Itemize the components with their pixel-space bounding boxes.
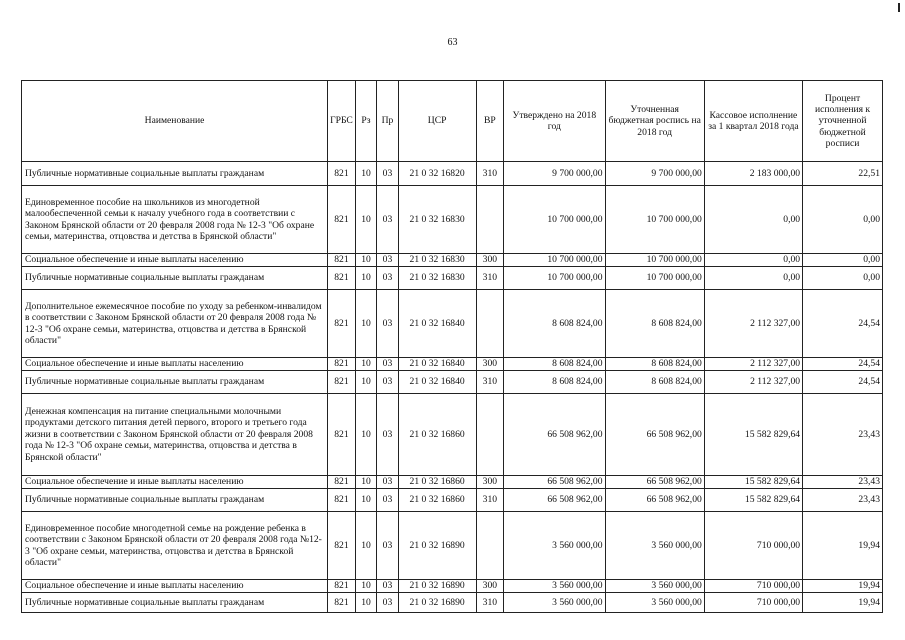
cell-pr: 03 [377, 290, 398, 358]
cell-name: Публичные нормативные социальные выплаты гражданам [22, 593, 328, 613]
cell-approved: 8 608 824,00 [504, 371, 605, 394]
cell-cash: 0,00 [704, 254, 802, 267]
cell-name: Единовременное пособие многодетной семье на рождение ребенка в соответствии с Законом Брянской области от 20 февраля 2008 года №12-3 "Об охране семьи, материнства, отцовства и детства в Брянской области" [22, 512, 328, 580]
cell-percent: 19,94 [803, 580, 883, 593]
cell-grbs: 821 [328, 371, 356, 394]
cell-pr: 03 [377, 512, 398, 580]
header-rz: Рз [355, 81, 376, 162]
cell-name: Единовременное пособие на школьников из многодетной малообеспеченной семьи к началу учебного года в соответствии с Законом Брянской области от 20 февраля 2008 года № 12-3 "Об охране семьи, материнства, отцовства и детства в Брянской области" [22, 186, 328, 254]
cell-refined: 3 560 000,00 [605, 593, 704, 613]
cell-name: Дополнительное ежемесячное пособие по уходу за ребенком-инвалидом в соответствии с Законом Брянской области от 20 февраля 2008 года № 12-3 "Об охране семьи, материнства, отцовства и детства в Брянской области" [22, 290, 328, 358]
cell-percent: 0,00 [803, 267, 883, 290]
cell-refined: 8 608 824,00 [605, 371, 704, 394]
cell-grbs: 821 [328, 186, 356, 254]
cell-pr: 03 [377, 394, 398, 476]
table-row [22, 489, 883, 512]
cell-rz: 10 [355, 580, 376, 593]
table-row [22, 267, 883, 290]
cell-percent: 0,00 [803, 254, 883, 267]
cell-name: Социальное обеспечение и иные выплаты населению [22, 476, 328, 489]
cell-rz: 10 [355, 476, 376, 489]
cell-name: Публичные нормативные социальные выплаты гражданам [22, 162, 328, 186]
cell-cash: 15 582 829,64 [704, 394, 802, 476]
cell-approved: 66 508 962,00 [504, 476, 605, 489]
cell-grbs: 821 [328, 593, 356, 613]
cell-csr: 21 0 32 16840 [398, 358, 476, 371]
cell-approved: 66 508 962,00 [504, 394, 605, 476]
cell-percent: 23,43 [803, 489, 883, 512]
cell-vr: 300 [476, 254, 504, 267]
cell-refined: 10 700 000,00 [605, 186, 704, 254]
table-row [22, 254, 883, 267]
cell-csr: 21 0 32 16860 [398, 394, 476, 476]
cell-rz: 10 [355, 267, 376, 290]
cell-vr: 300 [476, 580, 504, 593]
header-percent: Процент исполнения к уточненной бюджетной росписи [803, 81, 883, 162]
cell-rz: 10 [355, 593, 376, 613]
cell-grbs: 821 [328, 290, 356, 358]
cell-cash: 710 000,00 [704, 593, 802, 613]
cell-name: Денежная компенсация на питание специальными молочными продуктами детского питания детей первого, второго и третьего года жизни в соответствии с Законом Брянской области от 20 февраля 2008 года № 12-3 "Об охране семьи, материнства, отцовства и детства в Брянской области" [22, 394, 328, 476]
cell-name: Социальное обеспечение и иные выплаты населению [22, 358, 328, 371]
cell-approved: 3 560 000,00 [504, 593, 605, 613]
cell-approved: 8 608 824,00 [504, 358, 605, 371]
cell-grbs: 821 [328, 358, 356, 371]
cell-rz: 10 [355, 254, 376, 267]
cell-percent: 24,54 [803, 371, 883, 394]
cell-vr [476, 186, 504, 254]
cell-pr: 03 [377, 162, 398, 186]
cell-csr: 21 0 32 16820 [398, 162, 476, 186]
cell-csr: 21 0 32 16840 [398, 371, 476, 394]
cell-approved: 3 560 000,00 [504, 512, 605, 580]
cell-grbs: 821 [328, 394, 356, 476]
header-vr: ВР [476, 81, 504, 162]
cell-refined: 10 700 000,00 [605, 254, 704, 267]
cell-csr: 21 0 32 16890 [398, 580, 476, 593]
cell-approved: 9 700 000,00 [504, 162, 605, 186]
cell-approved: 10 700 000,00 [504, 254, 605, 267]
cell-vr: 310 [476, 267, 504, 290]
cell-percent: 24,54 [803, 358, 883, 371]
cell-approved: 66 508 962,00 [504, 489, 605, 512]
cell-csr: 21 0 32 16860 [398, 489, 476, 512]
cell-refined: 66 508 962,00 [605, 489, 704, 512]
cell-refined: 3 560 000,00 [605, 580, 704, 593]
header-csr: ЦСР [398, 81, 476, 162]
cell-vr [476, 290, 504, 358]
cell-pr: 03 [377, 593, 398, 613]
cell-refined: 3 560 000,00 [605, 512, 704, 580]
table-row [22, 186, 883, 254]
cell-percent: 24,54 [803, 290, 883, 358]
table-row [22, 394, 883, 476]
cell-percent: 19,94 [803, 593, 883, 613]
cell-cash: 710 000,00 [704, 512, 802, 580]
cell-refined: 8 608 824,00 [605, 358, 704, 371]
cell-refined: 66 508 962,00 [605, 394, 704, 476]
cell-approved: 10 700 000,00 [504, 186, 605, 254]
header-pr: Пр [377, 81, 398, 162]
cell-percent: 19,94 [803, 512, 883, 580]
cell-grbs: 821 [328, 254, 356, 267]
cell-csr: 21 0 32 16830 [398, 186, 476, 254]
cell-rz: 10 [355, 512, 376, 580]
cell-vr: 310 [476, 489, 504, 512]
table-row [22, 371, 883, 394]
cell-rz: 10 [355, 489, 376, 512]
cell-csr: 21 0 32 16830 [398, 267, 476, 290]
cell-refined: 66 508 962,00 [605, 476, 704, 489]
cell-pr: 03 [377, 580, 398, 593]
header-name: Наименование [22, 81, 328, 162]
cell-name: Публичные нормативные социальные выплаты гражданам [22, 489, 328, 512]
cell-cash: 2 183 000,00 [704, 162, 802, 186]
cell-cash: 2 112 327,00 [704, 358, 802, 371]
cell-vr: 310 [476, 371, 504, 394]
cell-percent: 23,43 [803, 476, 883, 489]
cell-rz: 10 [355, 162, 376, 186]
cell-name: Публичные нормативные социальные выплаты гражданам [22, 267, 328, 290]
cell-refined: 8 608 824,00 [605, 290, 704, 358]
cell-pr: 03 [377, 358, 398, 371]
table-row [22, 580, 883, 593]
cell-grbs: 821 [328, 476, 356, 489]
cell-csr: 21 0 32 16830 [398, 254, 476, 267]
cell-refined: 10 700 000,00 [605, 267, 704, 290]
cell-grbs: 821 [328, 580, 356, 593]
table-row [22, 476, 883, 489]
cell-pr: 03 [377, 254, 398, 267]
cell-cash: 15 582 829,64 [704, 489, 802, 512]
cell-percent: 23,43 [803, 394, 883, 476]
cell-cash: 710 000,00 [704, 580, 802, 593]
page-number: 63 [447, 37, 458, 48]
header-approved: Утверждено на 2018 год [504, 81, 605, 162]
cell-approved: 10 700 000,00 [504, 267, 605, 290]
cell-percent: 0,00 [803, 186, 883, 254]
cell-cash: 2 112 327,00 [704, 290, 802, 358]
corner-mark [898, 3, 900, 12]
cell-name: Социальное обеспечение и иные выплаты населению [22, 254, 328, 267]
cell-cash: 15 582 829,64 [704, 476, 802, 489]
cell-pr: 03 [377, 186, 398, 254]
cell-pr: 03 [377, 267, 398, 290]
cell-grbs: 821 [328, 162, 356, 186]
cell-rz: 10 [355, 290, 376, 358]
table-row [22, 358, 883, 371]
cell-pr: 03 [377, 476, 398, 489]
cell-csr: 21 0 32 16840 [398, 290, 476, 358]
cell-pr: 03 [377, 371, 398, 394]
cell-csr: 21 0 32 16890 [398, 593, 476, 613]
cell-refined: 9 700 000,00 [605, 162, 704, 186]
table-row [22, 593, 883, 613]
cell-rz: 10 [355, 358, 376, 371]
cell-vr [476, 512, 504, 580]
cell-vr: 300 [476, 358, 504, 371]
table-row [22, 290, 883, 358]
budget-table [21, 80, 883, 613]
cell-pr: 03 [377, 489, 398, 512]
cell-grbs: 821 [328, 489, 356, 512]
cell-name: Публичные нормативные социальные выплаты гражданам [22, 371, 328, 394]
cell-vr [476, 394, 504, 476]
header-grbs: ГРБС [328, 81, 356, 162]
cell-rz: 10 [355, 371, 376, 394]
cell-rz: 10 [355, 394, 376, 476]
cell-vr: 310 [476, 162, 504, 186]
cell-approved: 3 560 000,00 [504, 580, 605, 593]
cell-cash: 2 112 327,00 [704, 371, 802, 394]
cell-name: Социальное обеспечение и иные выплаты населению [22, 580, 328, 593]
table-row [22, 512, 883, 580]
cell-approved: 8 608 824,00 [504, 290, 605, 358]
table-row [22, 162, 883, 186]
table-header-row [22, 81, 883, 162]
header-cash: Кассовое исполнение за 1 квартал 2018 года [704, 81, 802, 162]
cell-csr: 21 0 32 16890 [398, 512, 476, 580]
cell-cash: 0,00 [704, 186, 802, 254]
cell-grbs: 821 [328, 512, 356, 580]
cell-rz: 10 [355, 186, 376, 254]
cell-cash: 0,00 [704, 267, 802, 290]
cell-grbs: 821 [328, 267, 356, 290]
header-refined: Уточненная бюджетная роспись на 2018 год [605, 81, 704, 162]
cell-csr: 21 0 32 16860 [398, 476, 476, 489]
cell-percent: 22,51 [803, 162, 883, 186]
cell-vr: 310 [476, 593, 504, 613]
cell-vr: 300 [476, 476, 504, 489]
